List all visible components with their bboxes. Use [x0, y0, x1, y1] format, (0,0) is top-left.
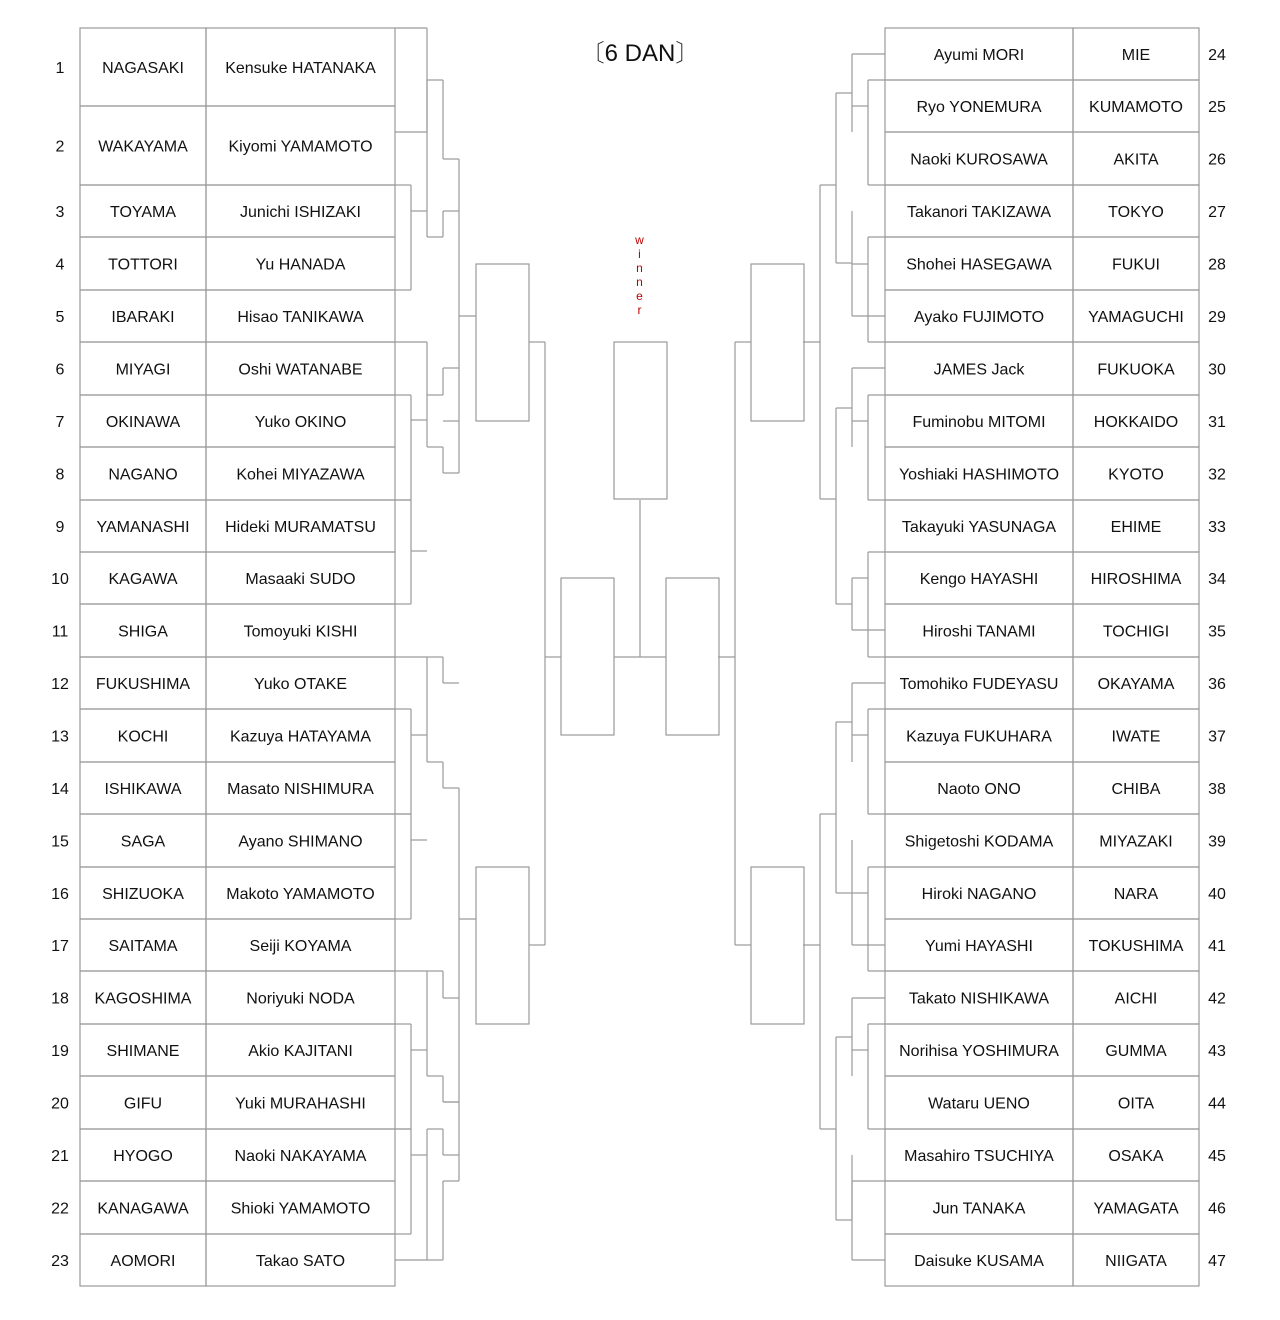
entry-row [885, 919, 1226, 971]
seed-number: 31 [1208, 414, 1226, 431]
prefecture-label: TOKYO [1108, 204, 1164, 221]
prefecture-label: OSAKA [1108, 1148, 1164, 1165]
prefecture-label: EHIME [1110, 519, 1162, 536]
entry-row [52, 604, 395, 657]
player-name: Oshi WATANABE [238, 361, 363, 379]
left-upper-semifinal-box [476, 264, 529, 421]
player-name: Takao SATO [255, 1253, 346, 1270]
prefecture-label: KUMAMOTO [1089, 99, 1183, 116]
entry-row [51, 709, 395, 762]
player-name: Ryo YONEMURA [916, 99, 1042, 116]
prefecture-label: AKITA [1113, 151, 1159, 169]
entry-row [885, 342, 1226, 395]
prefecture-label: MIYAZAKI [1099, 833, 1173, 851]
prefecture-label: GUMMA [1105, 1043, 1167, 1060]
entry-row [885, 132, 1226, 185]
player-name: Junichi ISHIZAKI [240, 204, 361, 221]
entry-row [56, 447, 395, 500]
seed-number: 38 [1208, 781, 1226, 798]
player-name: Masato NISHIMURA [227, 781, 374, 798]
prefecture-label: FUKUSHIMA [95, 676, 191, 693]
entry-row [885, 1024, 1226, 1076]
bracket-lines [395, 28, 885, 1260]
prefecture-label: SHIMANE [106, 1043, 180, 1060]
seed-number: 4 [55, 256, 65, 274]
player-name: Ayano SHIMANO [238, 833, 363, 851]
player-name: Makoto YAMAMOTO [226, 886, 375, 903]
prefecture-label: HYOGO [113, 1148, 173, 1165]
seed-number: 45 [1208, 1148, 1226, 1165]
prefecture-label: SHIGA [118, 623, 168, 641]
prefecture-label: SAGA [120, 833, 166, 851]
entry-row [885, 1234, 1226, 1286]
seed-number: 19 [51, 1043, 69, 1060]
seed-number: 1 [55, 60, 65, 77]
seed-number: 7 [55, 414, 65, 431]
player-name: Hiroki NAGANO [921, 886, 1037, 903]
seed-number: 6 [55, 361, 65, 379]
player-name: Ayumi MORI [933, 47, 1025, 64]
right-upper-semifinal-box [751, 264, 804, 421]
player-name: Noriyuki NODA [246, 990, 355, 1008]
prefecture-label: FUKUI [1112, 256, 1160, 274]
player-name: Norihisa YOSHIMURA [899, 1043, 1059, 1060]
seed-number: 43 [1208, 1043, 1226, 1060]
player-name: Jun TANAKA [932, 1200, 1026, 1218]
prefecture-label: FUKUOKA [1097, 361, 1175, 379]
player-name: JAMES Jack [933, 361, 1025, 379]
seed-number: 5 [55, 309, 65, 326]
prefecture-label: MIYAGI [115, 361, 171, 379]
seed-number: 21 [51, 1148, 69, 1165]
prefecture-label: TOYAMA [109, 204, 177, 221]
prefecture-label: IBARAKI [111, 309, 175, 326]
player-name: Takanori TAKIZAWA [906, 204, 1052, 221]
seed-number: 46 [1208, 1200, 1226, 1218]
entry-row [885, 1129, 1226, 1181]
entry-row [56, 395, 395, 447]
seed-number: 42 [1208, 990, 1226, 1008]
entry-row [885, 657, 1226, 709]
player-name: Shigetoshi KODAMA [904, 833, 1054, 851]
seed-number: 15 [51, 833, 69, 851]
player-name: Daisuke KUSAMA [914, 1253, 1044, 1270]
prefecture-label: MIE [1121, 47, 1151, 64]
entry-row [885, 237, 1226, 290]
entry-row [51, 814, 395, 867]
seed-number: 14 [51, 781, 69, 798]
prefecture-label: HIROSHIMA [1090, 571, 1182, 588]
player-name: Wataru UENO [928, 1095, 1030, 1113]
prefecture-label: YAMAGATA [1093, 1200, 1179, 1218]
prefecture-label: KOCHI [117, 728, 169, 746]
seed-number: 26 [1208, 151, 1226, 169]
entry-row [885, 185, 1226, 237]
entry-row [885, 762, 1226, 814]
seed-number: 41 [1208, 938, 1226, 955]
prefecture-label: NAGANO [108, 466, 178, 484]
player-name: Yuki MURAHASHI [235, 1095, 366, 1113]
seed-number: 28 [1208, 256, 1226, 274]
entry-row [885, 395, 1226, 447]
entry-row [885, 290, 1226, 342]
seed-number: 40 [1208, 886, 1226, 903]
player-name: Yuko OTAKE [253, 676, 348, 693]
left-final-box [561, 578, 614, 735]
prefecture-label: GIFU [123, 1095, 163, 1113]
entry-row [51, 762, 395, 814]
entry-row [56, 106, 395, 185]
player-name: Yuko OKINO [254, 414, 347, 431]
seed-number: 13 [51, 728, 69, 746]
seed-number: 29 [1208, 309, 1226, 326]
player-name: Hideki MURAMATSU [225, 519, 376, 536]
player-name: Fuminobu MITOMI [912, 414, 1046, 431]
entry-row [56, 500, 395, 552]
prefecture-label: IWATE [1111, 728, 1161, 746]
player-name: Shioki YAMAMOTO [230, 1200, 371, 1218]
seed-number: 37 [1208, 728, 1226, 746]
seed-number: 39 [1208, 833, 1226, 851]
prefecture-label: HOKKAIDO [1093, 414, 1179, 431]
prefecture-label: KAGAWA [108, 571, 178, 588]
prefecture-label: NIIGATA [1105, 1253, 1167, 1270]
entry-row [56, 290, 395, 342]
player-name: Kazuya HATAYAMA [229, 728, 372, 746]
entry-row [51, 1129, 395, 1181]
prefecture-label: WAKAYAMA [98, 138, 188, 156]
seed-number: 35 [1208, 623, 1226, 641]
left-lower-semifinal-box [476, 867, 529, 1024]
seed-number: 44 [1208, 1095, 1226, 1113]
prefecture-label: YAMAGUCHI [1088, 309, 1184, 326]
entry-row [51, 657, 395, 709]
seed-number: 17 [51, 938, 69, 955]
entry-row [885, 971, 1226, 1024]
prefecture-label: NARA [1113, 886, 1159, 903]
entry-row [885, 447, 1226, 500]
entry-row [51, 971, 395, 1024]
prefecture-label: OKAYAMA [1097, 676, 1175, 693]
seed-number: 25 [1208, 99, 1226, 116]
prefecture-label: KANAGAWA [97, 1200, 189, 1218]
player-name: Tomohiko FUDEYASU [899, 676, 1059, 693]
entry-row [885, 709, 1226, 762]
player-name: Kengo HAYASHI [919, 571, 1039, 588]
seed-number: 12 [51, 676, 69, 693]
entry-row [885, 80, 1226, 132]
prefecture-label: SAITAMA [108, 938, 178, 955]
seed-number: 34 [1208, 571, 1226, 588]
player-name: Naoki KUROSAWA [910, 151, 1048, 169]
entry-row [885, 604, 1226, 657]
prefecture-label: TOKUSHIMA [1088, 938, 1184, 955]
seed-number: 18 [51, 990, 69, 1008]
seed-number: 16 [51, 886, 69, 903]
player-name: Kazuya FUKUHARA [906, 728, 1052, 746]
player-name: Shohei HASEGAWA [906, 256, 1052, 274]
champion-box [614, 342, 667, 499]
entry-row [885, 1181, 1226, 1234]
right-lower-semifinal-box [751, 867, 804, 1024]
entry-row [51, 919, 395, 971]
prefecture-label: ISHIKAWA [104, 781, 182, 798]
seed-number: 20 [51, 1095, 69, 1113]
player-name: Kohei MIYAZAWA [236, 466, 365, 484]
bracket-title: 〔6 DAN〕 [580, 40, 700, 67]
entry-row [56, 185, 395, 237]
seed-number: 9 [55, 519, 65, 536]
player-name: Seiji KOYAMA [249, 938, 352, 955]
entry-row [885, 28, 1226, 80]
player-name: Naoto ONO [937, 781, 1021, 798]
entry-row [885, 1076, 1226, 1129]
seed-number: 47 [1208, 1253, 1226, 1270]
prefecture-label: NAGASAKI [102, 60, 184, 77]
entry-row [885, 552, 1226, 604]
winner-text: w i n n e r [635, 233, 645, 317]
seed-number: 10 [51, 571, 69, 588]
entry-row [885, 867, 1226, 919]
player-name: Yoshiaki HASHIMOTO [898, 466, 1060, 484]
seed-number: 3 [55, 204, 65, 221]
player-name: Kensuke HATANAKA [225, 60, 376, 77]
right-final-box [666, 578, 719, 735]
prefecture-label: KAGOSHIMA [94, 990, 192, 1008]
player-name: Akio KAJITANI [248, 1043, 353, 1060]
player-name: Takato NISHIKAWA [908, 990, 1050, 1008]
seed-number: 11 [51, 623, 69, 641]
player-name: Ayako FUJIMOTO [913, 309, 1045, 326]
seed-number: 27 [1208, 204, 1226, 221]
seed-number: 24 [1208, 47, 1226, 64]
winner-label [634, 233, 645, 317]
seed-number: 23 [51, 1253, 69, 1270]
prefecture-label: YAMANASHI [96, 519, 190, 536]
entry-row [56, 28, 395, 106]
prefecture-label: AICHI [1114, 990, 1158, 1008]
entry-row [51, 1024, 395, 1076]
entry-row [56, 342, 395, 395]
seed-number: 22 [51, 1200, 69, 1218]
entry-row [51, 1076, 395, 1129]
player-name: Yumi HAYASHI [925, 938, 1033, 955]
prefecture-label: OKINAWA [105, 414, 181, 431]
player-name: Kiyomi YAMAMOTO [228, 138, 373, 156]
seed-number: 8 [55, 466, 65, 484]
entry-row [51, 1181, 395, 1234]
prefecture-label: TOTTORI [108, 256, 178, 274]
player-name: Masaaki SUDO [245, 571, 356, 588]
entry-row [51, 552, 395, 604]
player-name: Naoki NAKAYAMA [234, 1148, 367, 1165]
prefecture-label: AOMORI [110, 1253, 176, 1270]
player-name: Masahiro TSUCHIYA [904, 1148, 1054, 1165]
player-name: Tomoyuki KISHI [243, 623, 358, 641]
entry-row [51, 867, 395, 919]
seed-number: 2 [55, 138, 65, 156]
entry-row [885, 814, 1226, 867]
entry-row [51, 1234, 395, 1286]
prefecture-label: KYOTO [1108, 466, 1164, 484]
seed-number: 30 [1208, 361, 1226, 379]
prefecture-label: CHIBA [1111, 781, 1161, 798]
seed-number: 36 [1208, 676, 1226, 693]
player-name: Hisao TANIKAWA [237, 309, 364, 326]
entry-row [885, 500, 1226, 552]
player-name: Hiroshi TANAMI [922, 623, 1036, 641]
prefecture-label: TOCHIGI [1102, 623, 1170, 641]
prefecture-label: SHIZUOKA [102, 886, 184, 903]
prefecture-label: OITA [1117, 1095, 1155, 1113]
seed-number: 33 [1208, 519, 1226, 536]
player-name: Yu HANADA [255, 256, 346, 274]
entry-row [56, 237, 395, 290]
seed-number: 32 [1208, 466, 1226, 484]
player-name: Takayuki YASUNAGA [901, 519, 1057, 536]
